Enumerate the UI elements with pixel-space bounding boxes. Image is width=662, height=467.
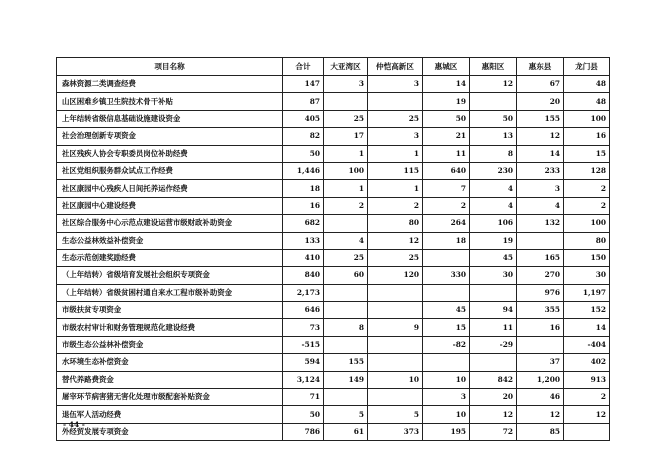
amount-cell: 4 [324, 232, 368, 249]
amount-cell: 2 [423, 197, 470, 214]
amount-cell [324, 302, 368, 319]
item-name-cell: 社会治理创新专项资金 [57, 128, 283, 145]
item-name-cell: 外经贸发展专项资金 [57, 423, 283, 440]
amount-cell: 67 [517, 76, 564, 93]
item-name-cell: 森林资源二类调查经费 [57, 76, 283, 93]
amount-cell: 19 [470, 232, 517, 249]
amount-cell: 4 [470, 180, 517, 197]
amount-cell: 30 [564, 267, 610, 284]
amount-cell: 16 [564, 128, 610, 145]
amount-cell: 13 [470, 128, 517, 145]
amount-cell: 405 [283, 110, 324, 127]
table-row [57, 406, 610, 423]
amount-cell: 264 [423, 215, 470, 232]
amount-cell: 270 [517, 267, 564, 284]
amount-cell: 73 [283, 319, 324, 336]
amount-cell [470, 354, 517, 371]
amount-cell: 80 [564, 232, 610, 249]
amount-cell: 3 [423, 389, 470, 406]
amount-cell: 100 [564, 110, 610, 127]
amount-cell: 61 [324, 423, 368, 440]
amount-cell: 4 [470, 197, 517, 214]
table-header-row [57, 58, 610, 76]
amount-cell: 45 [470, 249, 517, 266]
amount-cell: 330 [423, 267, 470, 284]
amount-cell: 132 [517, 215, 564, 232]
item-name-cell: 社区残疾人协会专职委员岗位补助经费 [57, 145, 283, 162]
amount-cell: 976 [517, 284, 564, 301]
table-row [57, 93, 610, 110]
amount-cell [517, 232, 564, 249]
amount-cell: 842 [470, 371, 517, 388]
amount-cell [324, 389, 368, 406]
amount-cell: 50 [470, 110, 517, 127]
amount-cell: 2 [324, 197, 368, 214]
amount-cell: 8 [470, 145, 517, 162]
table-row [57, 162, 610, 179]
amount-cell: 14 [517, 145, 564, 162]
amount-cell [368, 336, 423, 353]
column-header: 龙门县 [564, 58, 610, 76]
amount-cell: 594 [283, 354, 324, 371]
amount-cell: 100 [324, 162, 368, 179]
amount-cell: 155 [517, 110, 564, 127]
amount-cell: 128 [564, 162, 610, 179]
amount-cell: 18 [423, 232, 470, 249]
amount-cell: 20 [470, 389, 517, 406]
amount-cell: 71 [283, 389, 324, 406]
amount-cell: 3,124 [283, 371, 324, 388]
column-header: 大亚湾区 [324, 58, 368, 76]
amount-cell: 195 [423, 423, 470, 440]
amount-cell [324, 93, 368, 110]
table-row [57, 423, 610, 440]
table-row [57, 267, 610, 284]
amount-cell: 16 [283, 197, 324, 214]
amount-cell: 2 [564, 197, 610, 214]
amount-cell: 1,200 [517, 371, 564, 388]
amount-cell: 1,446 [283, 162, 324, 179]
item-name-cell: 生态公益林效益补偿资金 [57, 232, 283, 249]
amount-cell: 3 [368, 76, 423, 93]
table-row [57, 389, 610, 406]
amount-cell: 2 [564, 389, 610, 406]
amount-cell: 2 [368, 197, 423, 214]
amount-cell: 1 [324, 180, 368, 197]
amount-cell: 20 [517, 93, 564, 110]
table-row [57, 371, 610, 388]
amount-cell [368, 284, 423, 301]
table-row [57, 197, 610, 214]
funding-table [56, 57, 610, 441]
table-row [57, 302, 610, 319]
item-name-cell: 市级扶贫专项资金 [57, 302, 283, 319]
table-row [57, 110, 610, 127]
table-row [57, 354, 610, 371]
amount-cell: 87 [283, 93, 324, 110]
amount-cell: 21 [423, 128, 470, 145]
amount-cell: 15 [564, 145, 610, 162]
amount-cell: 37 [517, 354, 564, 371]
page-number: - 44 - [63, 420, 85, 429]
amount-cell: 1 [368, 180, 423, 197]
amount-cell: 1 [368, 145, 423, 162]
item-name-cell: 水环境生态补偿资金 [57, 354, 283, 371]
amount-cell [368, 354, 423, 371]
amount-cell: 12 [517, 128, 564, 145]
amount-cell: 16 [517, 319, 564, 336]
amount-cell: 12 [470, 406, 517, 423]
amount-cell [368, 389, 423, 406]
amount-cell [564, 423, 610, 440]
amount-cell: 9 [368, 319, 423, 336]
amount-cell: 19 [423, 93, 470, 110]
amount-cell: 12 [517, 406, 564, 423]
table-body [57, 76, 610, 441]
amount-cell: 152 [564, 302, 610, 319]
amount-cell: 355 [517, 302, 564, 319]
amount-cell: 100 [564, 215, 610, 232]
amount-cell: 17 [324, 128, 368, 145]
amount-cell: 786 [283, 423, 324, 440]
item-name-cell: 山区困难乡镇卫生院技术骨干补贴 [57, 93, 283, 110]
amount-cell: 18 [283, 180, 324, 197]
amount-cell: 25 [324, 249, 368, 266]
amount-cell: 14 [564, 319, 610, 336]
amount-cell: 149 [324, 371, 368, 388]
amount-cell: 50 [283, 406, 324, 423]
amount-cell [470, 284, 517, 301]
amount-cell: 5 [324, 406, 368, 423]
amount-cell: 80 [368, 215, 423, 232]
amount-cell: 11 [470, 319, 517, 336]
item-name-cell: 生态示范创建奖励经费 [57, 249, 283, 266]
amount-cell: 12 [470, 76, 517, 93]
table-row [57, 215, 610, 232]
amount-cell: 7 [423, 180, 470, 197]
amount-cell: 48 [564, 76, 610, 93]
amount-cell: 46 [517, 389, 564, 406]
column-header: 惠东县 [517, 58, 564, 76]
amount-cell: 133 [283, 232, 324, 249]
amount-cell: 913 [564, 371, 610, 388]
amount-cell [324, 336, 368, 353]
amount-cell: 410 [283, 249, 324, 266]
item-name-cell: 社区康园中心残疾人日间托养运作经费 [57, 180, 283, 197]
amount-cell: 120 [368, 267, 423, 284]
amount-cell [324, 215, 368, 232]
amount-cell [368, 302, 423, 319]
table-row [57, 76, 610, 93]
amount-cell: 48 [564, 93, 610, 110]
amount-cell: 14 [423, 76, 470, 93]
amount-cell: 82 [283, 128, 324, 145]
amount-cell: 25 [368, 249, 423, 266]
item-name-cell: 市级农村审计和财务管理规范化建设经费 [57, 319, 283, 336]
item-name-cell: 上年结转省级信息基础设施建设资金 [57, 110, 283, 127]
amount-cell [517, 336, 564, 353]
amount-cell: 1 [324, 145, 368, 162]
table-row [57, 180, 610, 197]
amount-cell [470, 93, 517, 110]
amount-cell: 115 [368, 162, 423, 179]
table-row [57, 128, 610, 145]
amount-cell: 150 [564, 249, 610, 266]
amount-cell: 640 [423, 162, 470, 179]
amount-cell: 12 [564, 406, 610, 423]
amount-cell: 15 [423, 319, 470, 336]
amount-cell: 50 [423, 110, 470, 127]
amount-cell: 155 [324, 354, 368, 371]
table-row [57, 336, 610, 353]
amount-cell: 1,197 [564, 284, 610, 301]
amount-cell: 233 [517, 162, 564, 179]
amount-cell: 85 [517, 423, 564, 440]
amount-cell: -29 [470, 336, 517, 353]
amount-cell: 106 [470, 215, 517, 232]
amount-cell: -404 [564, 336, 610, 353]
amount-cell: 94 [470, 302, 517, 319]
item-name-cell: 退伍军人活动经费 [57, 406, 283, 423]
amount-cell: 147 [283, 76, 324, 93]
amount-cell: -515 [283, 336, 324, 353]
amount-cell: -82 [423, 336, 470, 353]
column-header: 合计 [283, 58, 324, 76]
table-row [57, 249, 610, 266]
amount-cell: 10 [368, 371, 423, 388]
amount-cell: 12 [368, 232, 423, 249]
amount-cell: 682 [283, 215, 324, 232]
amount-cell: 402 [564, 354, 610, 371]
amount-cell: 4 [517, 197, 564, 214]
amount-cell [423, 354, 470, 371]
amount-cell: 2 [564, 180, 610, 197]
amount-cell: 3 [324, 76, 368, 93]
amount-cell: 10 [423, 371, 470, 388]
item-name-cell: 屠宰环节病害猪无害化处理市级配套补贴资金 [57, 389, 283, 406]
amount-cell: 30 [470, 267, 517, 284]
amount-cell: 45 [423, 302, 470, 319]
amount-cell: 5 [368, 406, 423, 423]
item-name-cell: 社区党组织服务群众试点工作经费 [57, 162, 283, 179]
amount-cell: 646 [283, 302, 324, 319]
amount-cell: 10 [423, 406, 470, 423]
item-name-cell: 市级生态公益林补偿资金 [57, 336, 283, 353]
column-header-name: 项目名称 [57, 58, 283, 76]
amount-cell: 50 [283, 145, 324, 162]
amount-cell: 8 [324, 319, 368, 336]
amount-cell: 25 [368, 110, 423, 127]
table-row [57, 145, 610, 162]
column-header: 惠阳区 [470, 58, 517, 76]
item-name-cell: （上年结转）省级培育发展社会组织专项资金 [57, 267, 283, 284]
amount-cell: 25 [324, 110, 368, 127]
amount-cell: 60 [324, 267, 368, 284]
column-header: 仲恺高新区 [368, 58, 423, 76]
amount-cell: 2,173 [283, 284, 324, 301]
amount-cell: 72 [470, 423, 517, 440]
amount-cell: 165 [517, 249, 564, 266]
amount-cell [423, 284, 470, 301]
amount-cell [324, 284, 368, 301]
amount-cell [423, 249, 470, 266]
item-name-cell: 社区康园中心建设经费 [57, 197, 283, 214]
table-row [57, 319, 610, 336]
amount-cell [368, 93, 423, 110]
item-name-cell: 替代养路费资金 [57, 371, 283, 388]
amount-cell: 230 [470, 162, 517, 179]
amount-cell: 3 [368, 128, 423, 145]
amount-cell: 11 [423, 145, 470, 162]
column-header: 惠城区 [423, 58, 470, 76]
item-name-cell: （上年结转）省级贫困村通自来水工程市级补助资金 [57, 284, 283, 301]
table-row [57, 284, 610, 301]
table-row [57, 232, 610, 249]
amount-cell: 373 [368, 423, 423, 440]
item-name-cell: 社区综合服务中心示范点建设运营市级财政补助资金 [57, 215, 283, 232]
amount-cell: 3 [517, 180, 564, 197]
amount-cell: 840 [283, 267, 324, 284]
